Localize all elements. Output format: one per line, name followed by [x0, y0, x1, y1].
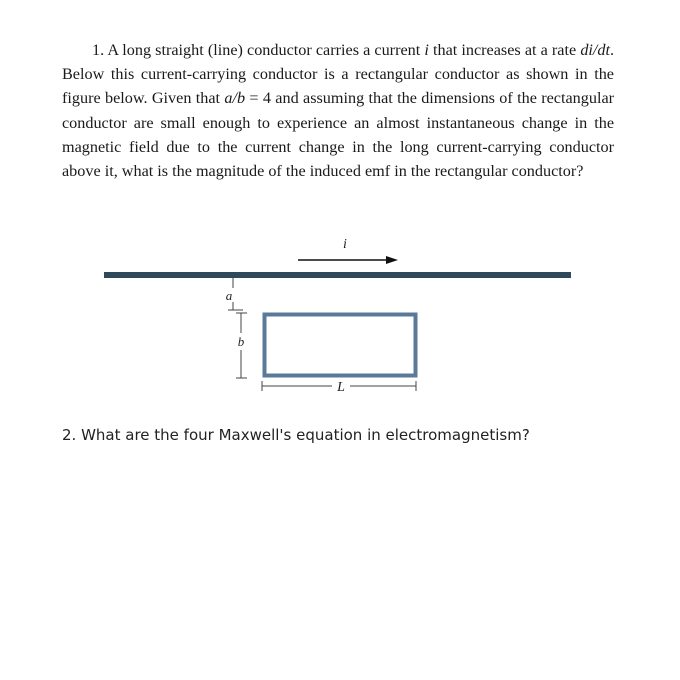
rectangular-conductor [265, 315, 416, 376]
label-L: L [337, 380, 345, 395]
question-1-text: 1. A long straight (line) conductor carries a current i that increases at a rate di/dt. Below this current-carrying conductor is a rectangular conductor as shown in the figure below. Given that a/b = 4 and assuming that the dimensions of the rectangular conductor are small enough to experience an almost instantaneous change in the magnetic field due to the current change in the long current-carrying conductor above it, what is the magnitude of the induced emf in the rectangular conductor? [62, 41, 615, 181]
current-label: i [343, 237, 347, 252]
label-b: b [237, 334, 245, 349]
long-straight-wire [104, 272, 571, 278]
label-a: a [225, 288, 233, 303]
current-arrow [298, 256, 398, 264]
question-2-text: 2. What are the four Maxwell's equation in electromagnetism? [62, 426, 530, 444]
